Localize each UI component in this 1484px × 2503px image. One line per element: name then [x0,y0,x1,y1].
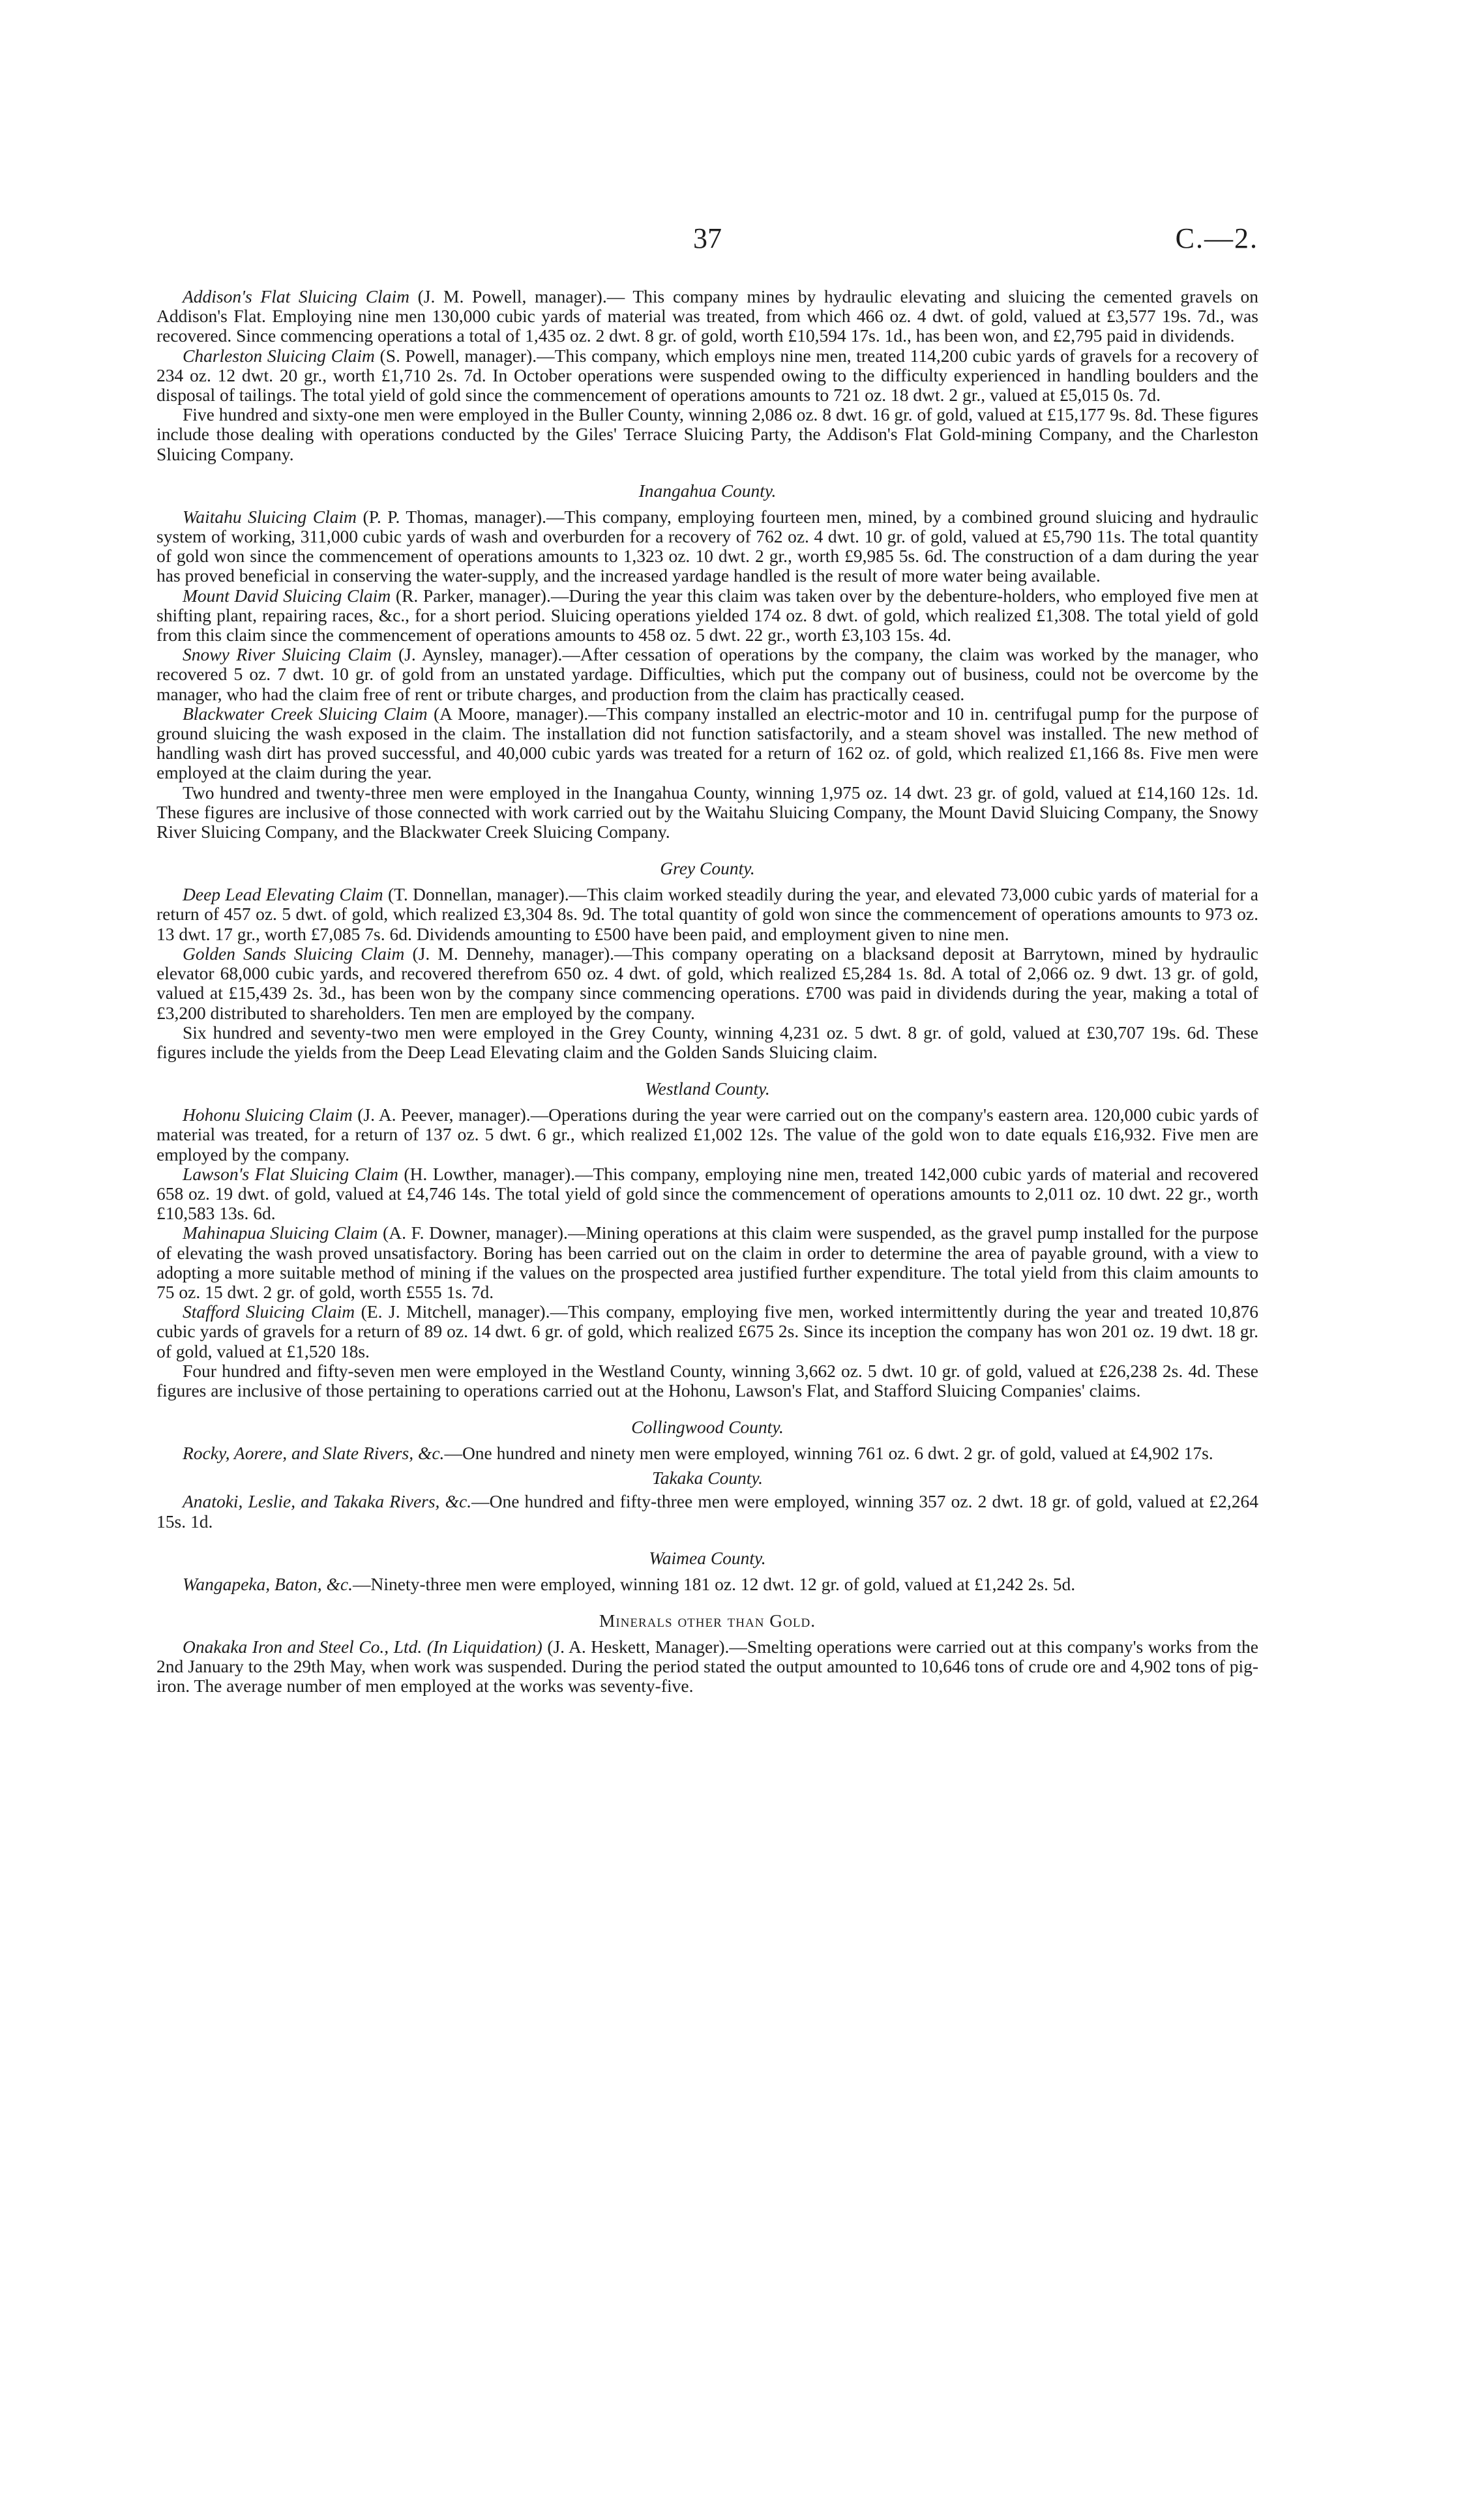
paragraph-mount-david [156,586,1258,645]
paragraph-grey-summary: Six hundred and seventy-two men were employed in the Grey County, winning 4,231 oz. 5 dwt. 8 gr. of gold, valued at £30,707 19s. 6d. These figures include the yields from the Deep Lead Elevating claim and the Golden Sands Sluicing claim. [156,1022,1258,1062]
paragraph-text: (P. P. Thomas, manager).—This company, employing fourteen men, mined, by a combined ground sluicing and hydraulic system of working, 311,000 cubic yards of wash and overburden for a recovery of 762 oz. 4 dwt. 10 gr. of gold, valued at £5,790 11s. The total quantity of gold won since the commencement of operations amounts to 1,323 oz. 10 dwt. 2 gr., worth £9,985 5s. 6d. The construction of a dam during the year has proved beneficial in conserving the water-supply, and the increased yardage handled is the result of more water being available. [156,506,1258,586]
paragraph-hohonu [156,1105,1258,1164]
page-header [156,222,1258,287]
paragraph-text: (J. A. Heskett, Manager).—Smelting operations were carried out at this company's works from the 2nd January to the 29th May, when work was suspended. During the period stated the output amounted to 10,646 tons of crude ore and 4,902 tons of pig-iron. The average number of men employed at the works was seventy-five. [156,1636,1258,1696]
paragraph-addisons-flat [156,287,1258,346]
paragraph-onakaka [156,1637,1258,1696]
section-heading-collingwood: Collingwood County. [631,1417,784,1438]
paragraph-text: (T. Donnellan, manager).—This claim worked steadily during the year, and elevated 73,000 cubic yards of material for a return of 457 oz. 5 dwt. of gold, which realized £3,304 8s. 9d. The total quantity of gold won since the commencement of operations amounts to 973 oz. 13 dwt. 17 gr., worth £7,085 7s. 6d. Dividends amounting to £500 have been paid, and employment given to nine men. [156,884,1259,944]
paragraph-text: (S. Powell, manager).—This company, which employs nine men, treated 114,200 cubic yards of gravels for a recovery of 234 oz. 12 dwt. 20 gr., worth £1,710 2s. 7d. In October operations were suspended owing to the difficulty experienced in handling boulders and the disposal of tailings. The total yield of gold since the commencement of operations amounts to 721 oz. 18 dwt. 2 gr., valued at £5,015 0s. 7d. [156,345,1258,406]
paragraph-takaka [156,1492,1258,1531]
claim-title: Mount David Sluicing Claim [183,585,391,606]
page-number: 37 [693,222,722,254]
paragraph-text: (A Moore, manager).—This company installed an electric-motor and 10 in. centrifugal pump for the purpose of ground sluicing the wash exposed in the claim. The installation did not function satisfactorily, and a steam shovel was installed. The new method of handling wash dirt has proved successful, and 40,000 cubic yards was treated for a return of 162 oz. of gold, which realized £1,166 8s. Five men were employed at the claim during the year. [156,703,1258,783]
district-title: Rocky, Aorere, and Slate Rivers, &c. [183,1443,445,1464]
paragraph-text: (J. M. Dennehy, manager).—This company operating on a blacksand deposit at Barrytown, mined by hydraulic elevator 68,000 cubic yards, and recovered therefrom 650 oz. 4 dwt. of gold, which realized £5,284 1s. 8d. A total of 2,066 oz. 9 dwt. 13 gr. of gold, valued at £15,439 2s. 3d., has been won by the company since commencing operations. £700 was paid in dividends during the year, making a total of £3,200 distributed to shareholders. Ten men are employed by the company. [156,943,1258,1023]
claim-title: Stafford Sluicing Claim [183,1301,355,1322]
paragraph-golden-sands [156,944,1258,1023]
claim-title: Deep Lead Elevating Claim [183,884,383,905]
paragraph-text: (J. A. Peever, manager).—Operations during the year were carried out on the company's eastern area. 120,000 cubic yards of material was treated, for a return of 137 oz. 5 dwt. 6 gr., which realized £1,002 12s. The value of the gold won to date equals £16,932. Five men are employed by the company. [156,1104,1258,1164]
paragraph-text: (R. Parker, manager).—During the year this claim was taken over by the debenture-holders, who employed five men at shifting plant, repairing races, &c., for a short period. Sluicing operations yielded 174 oz. 8 dwt. of gold, which realized £1,308. The total yield of gold from this claim since the commencement of operations amounts to 458 oz. 5 dwt. 22 gr., worth £3,103 15s. 4d. [156,585,1258,645]
paragraph-charleston [156,346,1258,406]
claim-title: Snowy River Sluicing Claim [183,644,392,665]
document-reference: C.—2. [1175,222,1258,254]
paragraph-stafford [156,1302,1258,1361]
claim-title: Mahinapua Sluicing Claim [183,1222,378,1243]
paragraph-deep-lead [156,885,1258,944]
paragraph-inangahua-summary: Two hundred and twenty-three men were employed in the Inangahua County, winning 1,975 oz. 14 dwt. 23 gr. of gold, valued at £14,160 12s. 1d. These figures are inclusive of those connected with work carried out by the Waitahu Sluicing Company, the Mount David Sluicing Company, the Snowy River Sluicing Company, and the Blackwater Creek Sluicing Company. [156,782,1258,842]
paragraph-mahinapua [156,1223,1258,1302]
paragraph-buller-summary: Five hundred and sixty-one men were employed in the Buller County, winning 2,086 oz. 8 dwt. 16 gr. of gold, valued at £15,177 9s. 8d. These figures include those dealing with operations conducted by the Giles' Terrace Sluicing Party, the Addison's Flat Gold-mining Company, and the Charleston Sluicing Company. [156,404,1258,464]
claim-title: Charleston Sluicing Claim [183,345,375,366]
paragraph-text: (A. F. Downer, manager).—Mining operations at this claim were suspended, as the gravel pump installed for the purpose of elevating the wash proved unsatisfactory. Boring has been carried out on the claim in order to determine the area of payable ground, with a view to adopting a more suitable method of mining if the values on the prospected area justified further expenditure. The total yield from this claim amounts to 75 oz. 15 dwt. 2 gr. of gold, worth £555 1s. 7d. [156,1222,1258,1302]
paragraph-text: (H. Lowther, manager).—This company, employing nine men, treated 142,000 cubic yards of material and recovered 658 oz. 19 dwt. of gold, valued at £4,746 14s. The total yield of gold since the commencement of operations amounts to 2,011 oz. 10 dwt. 22 gr., worth £10,583 13s. 6d. [156,1163,1258,1224]
paragraph-westland-summary: Four hundred and fifty-seven men were employed in the Westland County, winning 3,662 oz. 5 dwt. 10 gr. of gold, valued at £26,238 2s. 4d. These figures are inclusive of those pertaining to operations carried out at the Hohonu, Lawson's Flat, and Stafford Sluicing Companies' claims. [156,1360,1258,1400]
section-heading-waimea: Waimea County. [649,1547,766,1568]
paragraph-waitahu [156,507,1258,586]
paragraph-waimea [156,1575,1258,1594]
paragraph-text: —One hundred and fifty-three men were employed, winning 357 oz. 2 dwt. 18 gr. of gold, valued at £2,264 15s. 1d. [156,1491,1258,1532]
paragraph-collingwood [156,1444,1258,1463]
claim-title: Lawson's Flat Sluicing Claim [183,1163,398,1184]
paragraph-blackwater-creek [156,704,1258,783]
paragraph-text: (J. Aynsley, manager).—After cessation of operations by the company, the claim was worked by the manager, who recovered 5 oz. 7 dwt. 10 gr. of gold from an unstated yardage. Difficulties, which put the company out of business, could not be overcome by the manager, who had the claim free of rent or tribute charges, and production from the claim has practically ceased. [156,644,1258,704]
company-title: Onakaka Iron and Steel Co., Ltd. (In Liquidation) [183,1636,542,1657]
paragraph-text: (E. J. Mitchell, manager).—This company, employing five men, worked intermittently during the year and treated 10,876 cubic yards of gravels for a return of 89 oz. 14 dwt. 6 gr. of gold, which realized £675 2s. Since its inception the company has won 201 oz. 19 dwt. 18 gr. of gold, valued at £1,520 18s. [156,1301,1258,1361]
paragraph-text: —One hundred and ninety men were employed, winning 761 oz. 6 dwt. 2 gr. of gold, valued at £4,902 17s. [444,1443,1213,1464]
claim-title: Waitahu Sluicing Claim [183,506,357,527]
section-heading-inangahua: Inangahua County. [638,480,777,501]
district-title: Wangapeka, Baton, &c. [183,1573,353,1594]
section-heading-grey: Grey County. [660,858,755,879]
paragraph-snowy-river [156,645,1258,704]
paragraph-text: —Ninety-three men were employed, winning 181 oz. 12 dwt. 12 gr. of gold, valued at £1,242 2s. 5d. [352,1573,1076,1594]
claim-title: Blackwater Creek Sluicing Claim [183,703,428,724]
claim-title: Golden Sands Sluicing Claim [183,943,405,964]
district-title: Anatoki, Leslie, and Takaka Rivers, &c. [183,1491,472,1512]
paragraph-text: (J. M. Powell, manager).— This company mines by hydraulic elevating and sluicing the cemented gravels on Addison's Flat. Employing nine men 130,000 cubic yards of material was treated, from which 466 oz. 4 dwt. of gold, valued at £3,577 19s. 7d., was recovered. Since commencing operations a total of 1,435 oz. 2 dwt. 8 gr. of gold, worth £10,594 17s. 1d., has been won, and £2,795 paid in dividends. [156,286,1258,346]
section-heading-westland: Westland County. [645,1078,770,1099]
claim-title: Hohonu Sluicing Claim [183,1104,353,1125]
claim-title: Addison's Flat Sluicing Claim [183,286,409,306]
section-heading-takaka: Takaka County. [651,1468,764,1488]
paragraph-lawsons-flat [156,1164,1258,1224]
page [156,222,1258,1696]
section-heading-minerals: Minerals other than Gold. [599,1610,816,1631]
